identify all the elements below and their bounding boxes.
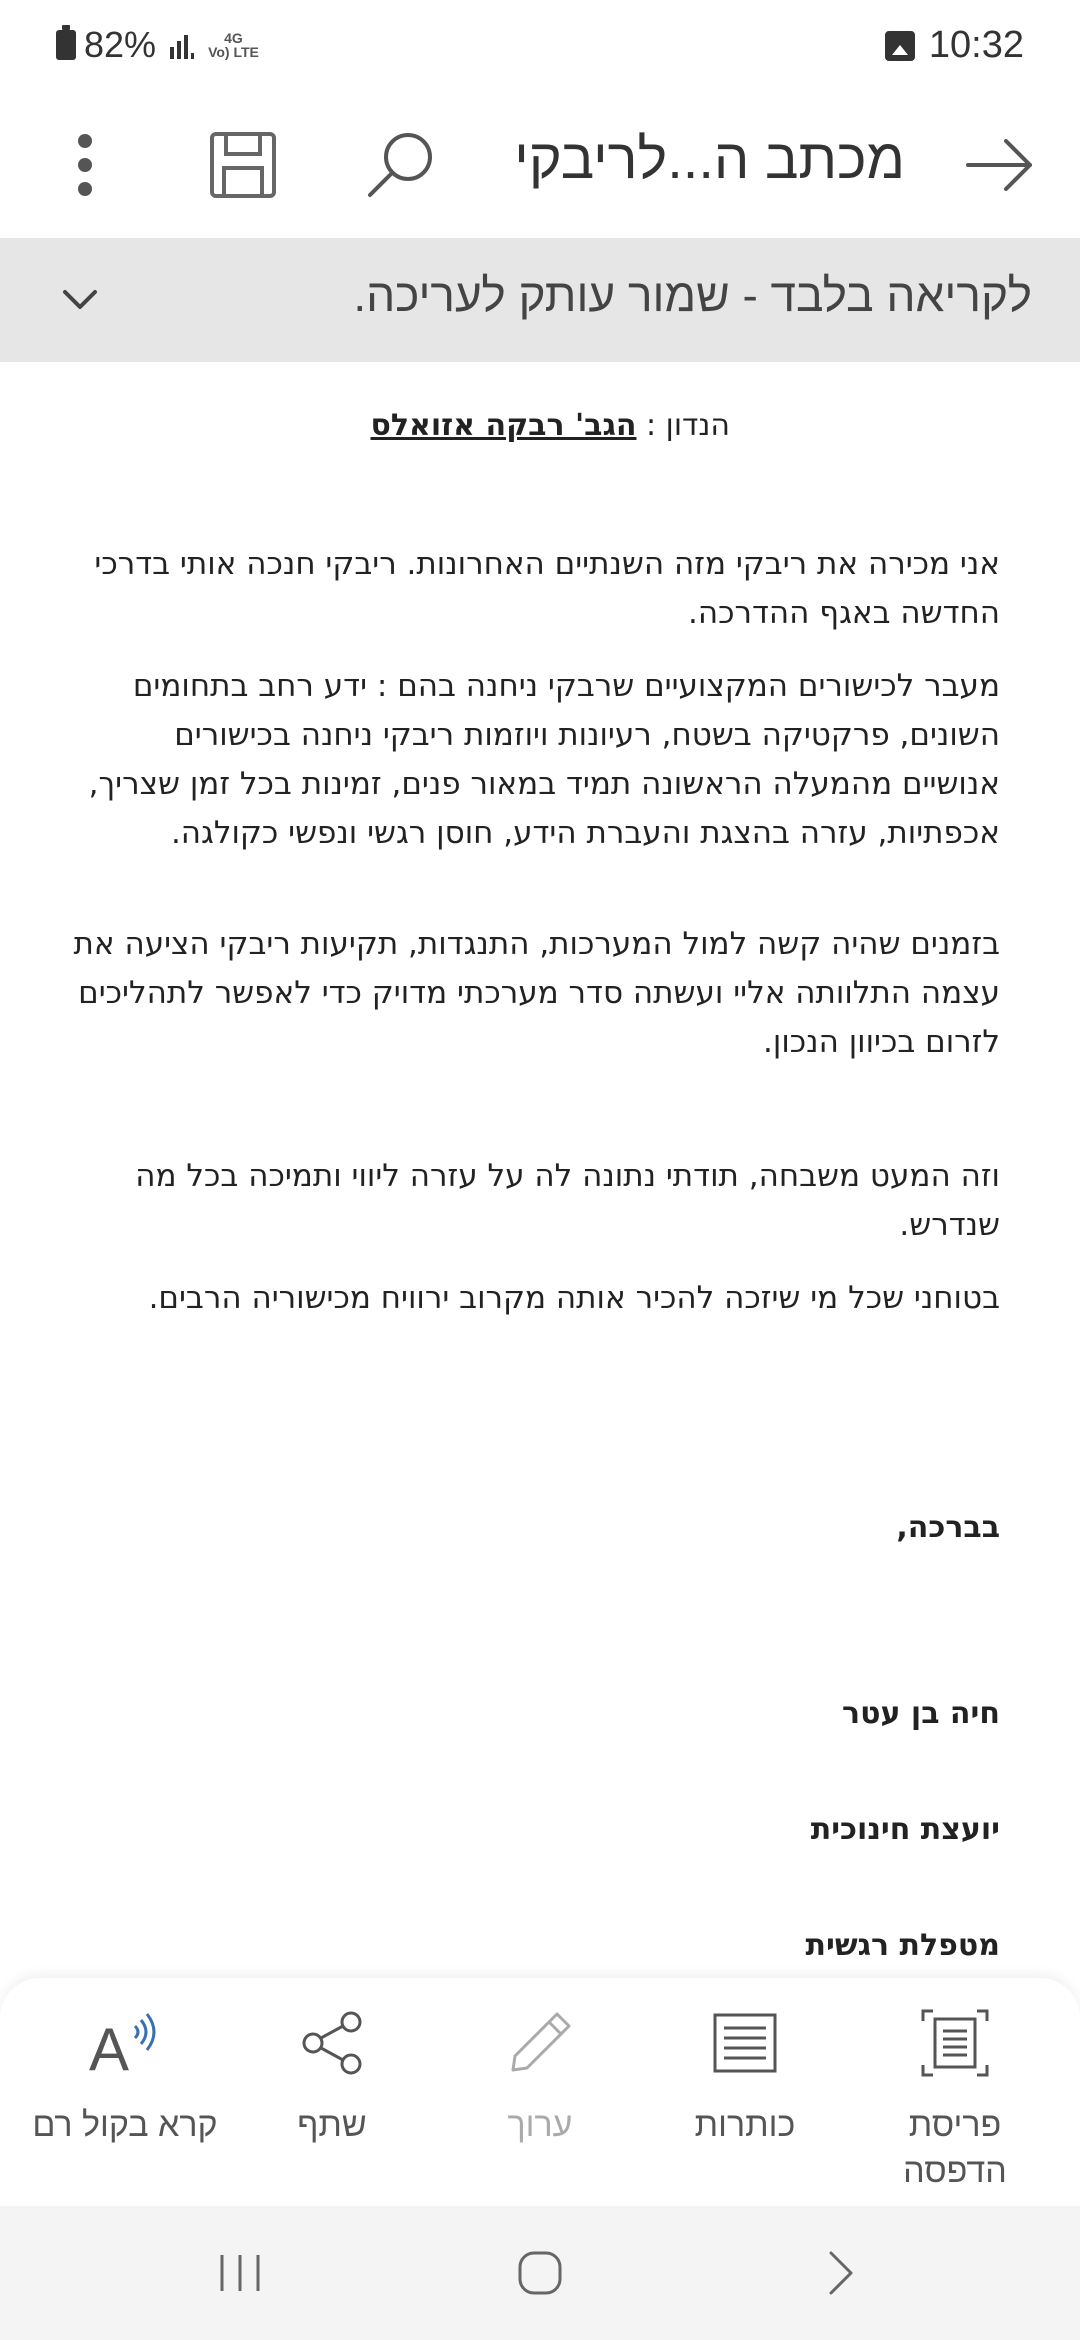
- more-options-button[interactable]: [40, 120, 130, 210]
- headings-label: כותרות: [694, 2106, 796, 2144]
- subject-label: הנדון :: [646, 408, 730, 443]
- nav-back-button[interactable]: [800, 2241, 880, 2305]
- svg-text:A: A: [89, 2016, 130, 2078]
- app-bar: [0, 90, 1080, 238]
- share-label: שתף: [297, 2106, 367, 2144]
- signer-title-1: יועצת חינוכית: [810, 1812, 1000, 1847]
- home-button[interactable]: [500, 2241, 580, 2305]
- signal-icon: [170, 31, 194, 59]
- signer-name: חיה בן עטר: [842, 1696, 1000, 1731]
- status-left: [56, 24, 259, 66]
- edit-label: ערוך: [507, 2106, 573, 2144]
- status-right: [885, 24, 1024, 67]
- document-title: מכתב ה...לריבקי: [514, 127, 905, 190]
- pencil-icon: [505, 2008, 575, 2078]
- recent-apps-icon: [216, 2251, 264, 2295]
- read-aloud-button[interactable]: [25, 1998, 225, 2198]
- battery-icon: [56, 30, 76, 60]
- paragraph-2: מעבר לכישורים המקצועיים שרבקי ניחנה בהם : ידע רחב בתחומים השונים, פרקטיקה בשטח, רעיונות ויוזמות ריבקי ניחנה בכישורים אנושיים מהמעלה הראשונה תמיד במאור פנים, זמינות בכל זמן שצריך, אכפתיות, עזרה בהצגת והעברת הידע, חוסן רגשי ונפשי כקולגה.: [88, 668, 1000, 851]
- search-button[interactable]: [355, 120, 445, 210]
- subject-line: [330, 408, 730, 443]
- read-aloud-label: קרא בקול רם: [32, 2106, 218, 2144]
- arrow-back-icon: [966, 139, 1034, 191]
- print-layout-icon: [919, 2007, 991, 2079]
- share-icon: [299, 2010, 365, 2076]
- read-aloud-icon: [87, 2008, 163, 2078]
- save-button[interactable]: [198, 120, 288, 210]
- status-bar: [0, 0, 1080, 90]
- closing: בברכה,: [896, 1510, 1000, 1545]
- headings-icon: [712, 2012, 778, 2074]
- print-layout-label: פריסת הדפסה: [903, 2106, 1007, 2190]
- back-button[interactable]: [955, 120, 1045, 210]
- paragraph-5: בטוחני שכל מי שיזכה להכיר אותה מקרוב ירוויח מכישוריה הרבים.: [148, 1280, 1000, 1316]
- paragraph-3: בזמנים שהיה קשה למול המערכות, התנגדות, תקיעות ריבקי הציעה את עצמה התלוותה אליי ועשתה סדר מערכתי מדויק כדי לאפשר לתהליכים לזרום בכיוון הנכון.: [73, 926, 1000, 1060]
- subject-name: הגב' רבקה אזואלס: [370, 408, 637, 443]
- volte-indicator: Vo) LTE: [208, 44, 259, 60]
- clock: 10:32: [928, 24, 1024, 66]
- document-page[interactable]: [0, 362, 1080, 1982]
- chevron-right-icon: [825, 2249, 855, 2297]
- home-icon: [516, 2249, 564, 2297]
- read-only-message: לקריאה בלבד - שמור עותק לעריכה.: [353, 269, 1032, 321]
- read-only-banner[interactable]: [0, 238, 1080, 362]
- network-type: 4G: [224, 30, 243, 46]
- more-vert-icon: [75, 133, 95, 197]
- save-icon: [208, 130, 278, 200]
- paragraph-4: וזה המעט משבחה, תודתי נתונה לה על עזרה ליווי ותמיכה בכל מה שנדרש.: [135, 1158, 1000, 1243]
- headings-button[interactable]: [645, 1998, 845, 2198]
- banner-expand-button[interactable]: [48, 268, 112, 332]
- network-indicator: [208, 31, 259, 59]
- gallery-notification-icon: [885, 31, 915, 61]
- print-layout-button[interactable]: [855, 1998, 1055, 2198]
- battery-level: 82%: [84, 24, 157, 65]
- paragraph-1: אני מכירה את ריבקי מזה השנתיים האחרונות. ריבקי חנכה אותי בדרכי החדשה באגף ההדרכה.: [94, 546, 1000, 631]
- recent-apps-button[interactable]: [200, 2241, 280, 2305]
- chevron-down-icon: [62, 289, 98, 311]
- bottom-toolbar: [0, 1978, 1080, 2206]
- system-nav-bar: [0, 2206, 1080, 2340]
- search-icon: [364, 129, 436, 201]
- edit-button[interactable]: [440, 1998, 640, 2198]
- signer-title-2: מטפלת רגשית: [805, 1928, 1000, 1963]
- share-button[interactable]: [232, 1998, 432, 2198]
